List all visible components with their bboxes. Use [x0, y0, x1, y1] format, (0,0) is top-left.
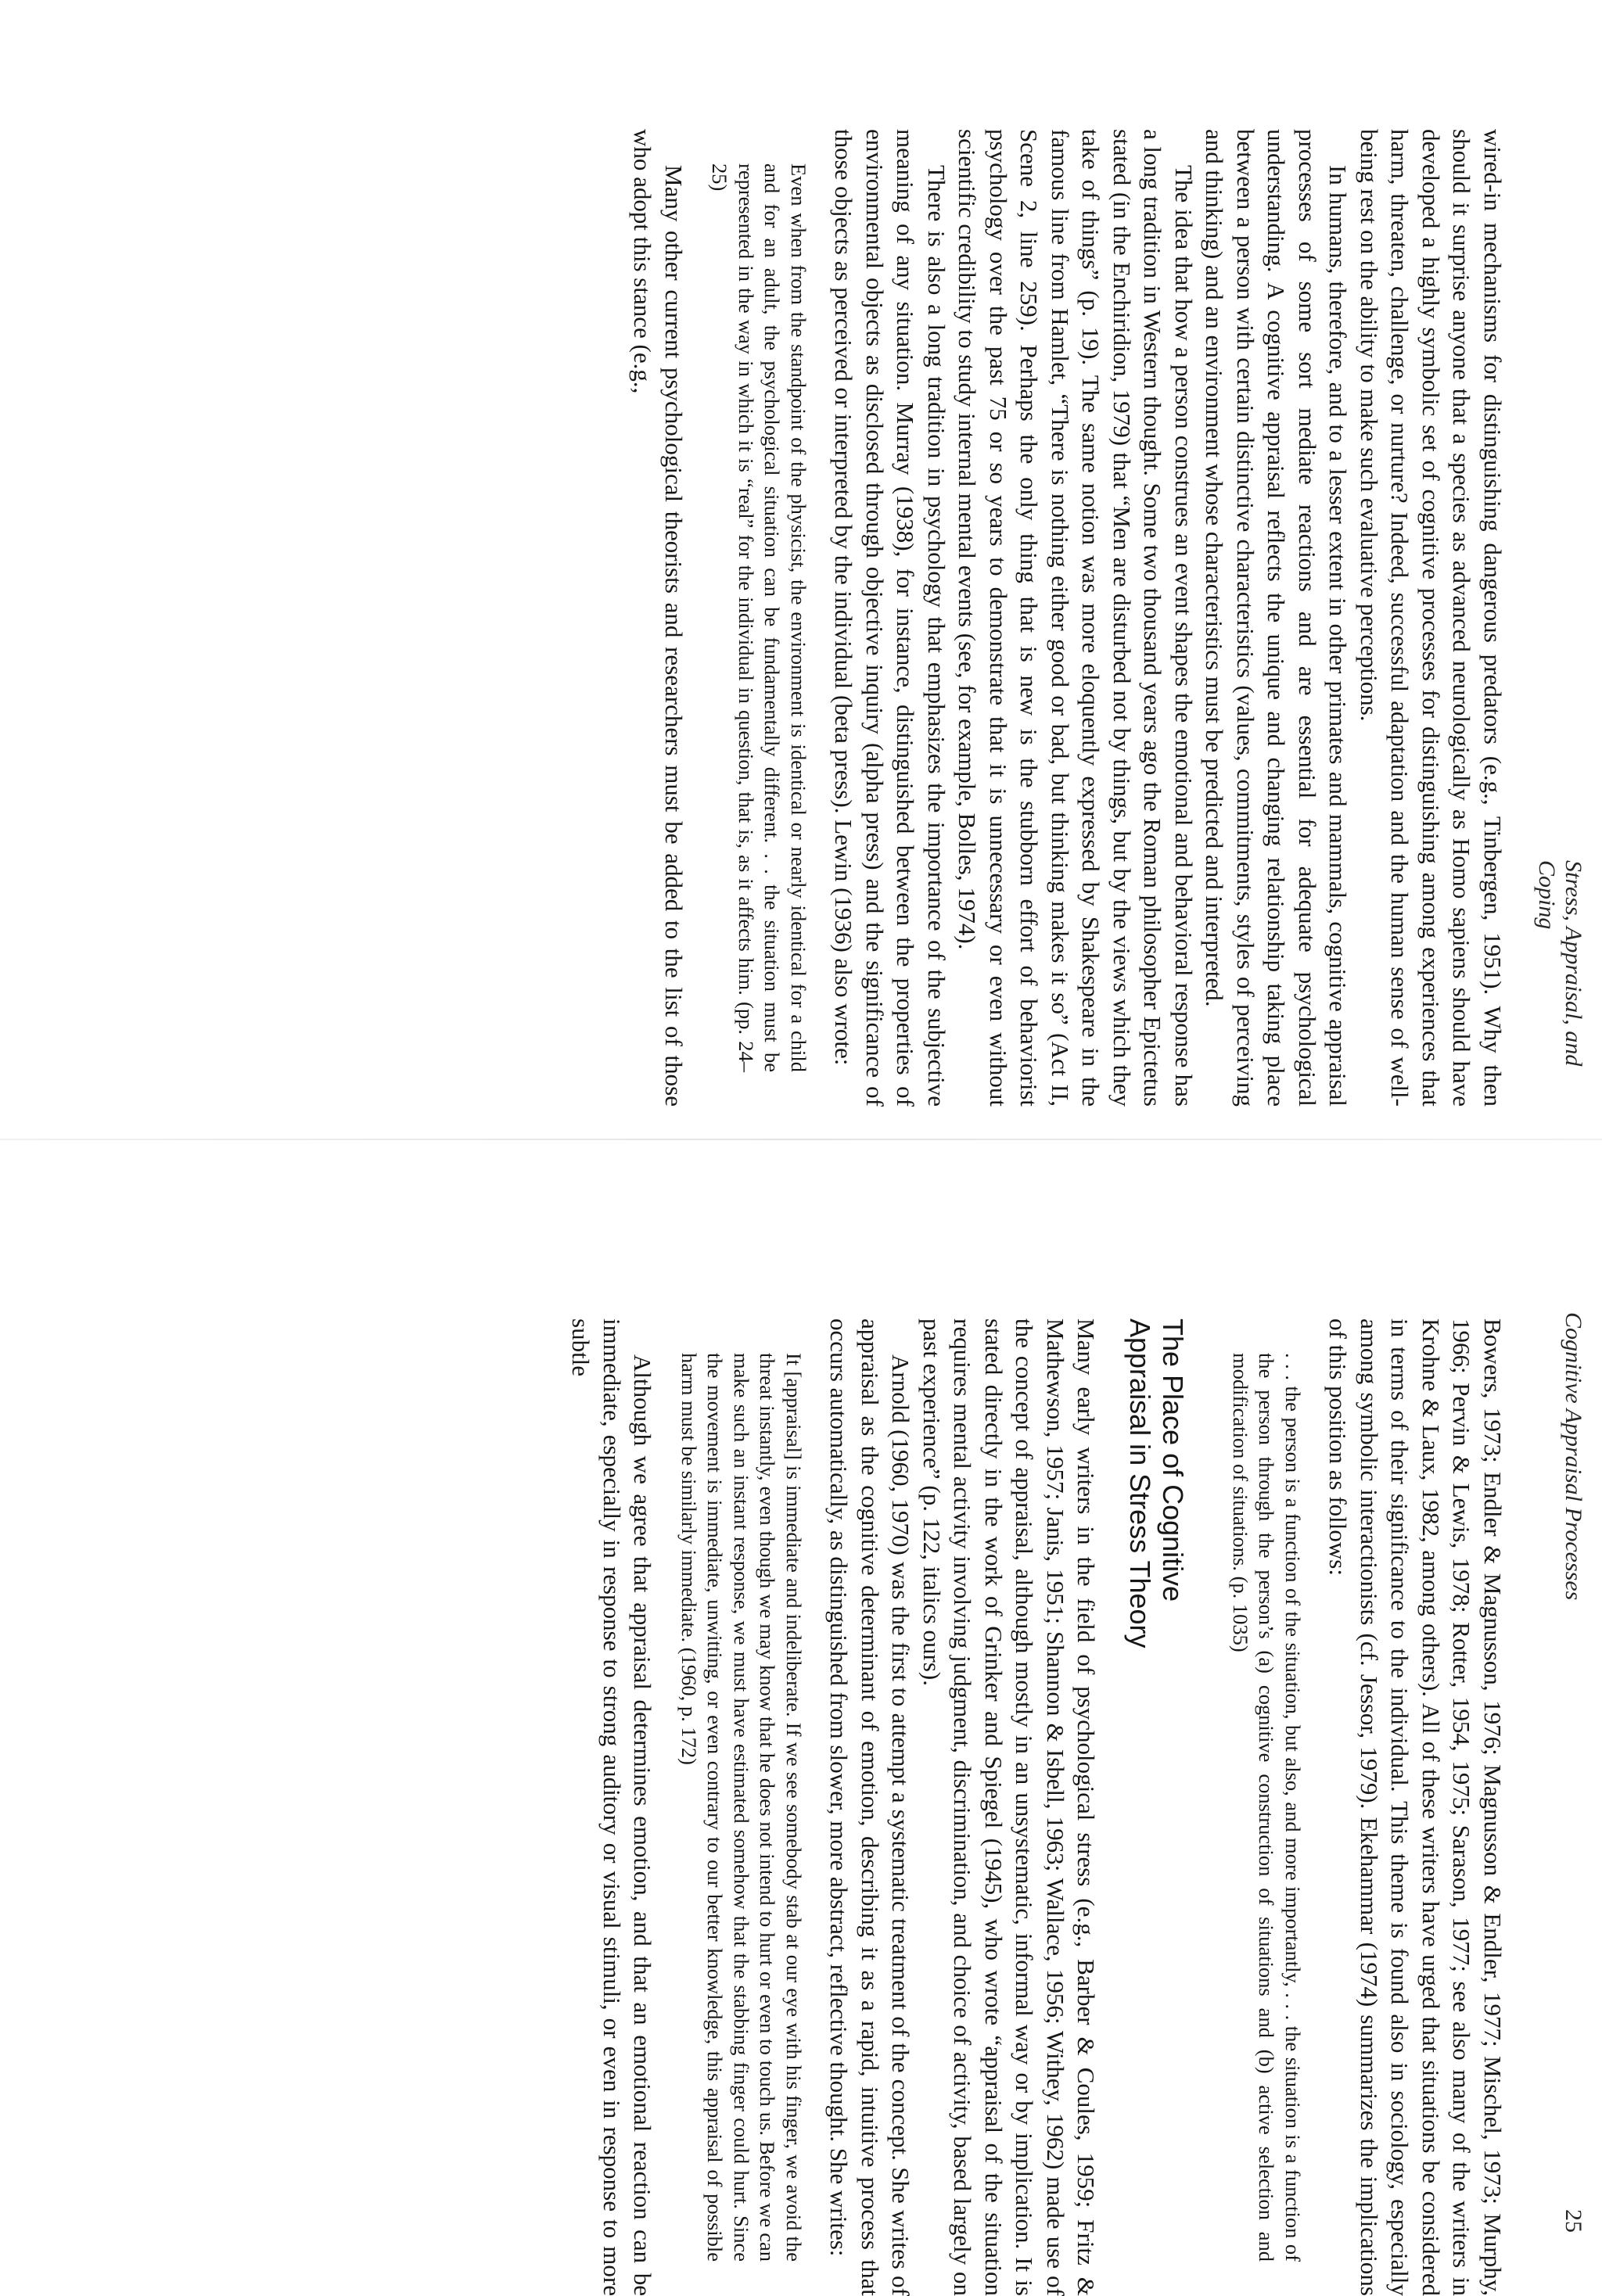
section-heading-line: Appraisal in Stress Theory [1124, 1318, 1157, 1648]
running-head-left: Stress, Appraisal, and Coping [1534, 860, 1586, 1067]
paragraph: In humans, therefore, and to a lesser extent in other primates and mammals, cognitive appraisal processes of some sort mediate reactions and are essential for adequate psychological understanding. A cognitive appraisal reflects the unique and changing relationship taking place between a person with certain distinctive characteristics (values, commitments, styles of perceiving and thinking) and an environment whose characteristics must be predicted and interpreted. [1201, 129, 1352, 1107]
section-heading [1124, 1318, 1190, 2296]
paragraph: Arnold (1960, 1970) was the first to attempt a systematic treatment of the concept. She writes of appraisal as the cognitive determinant of emotion, describing it as a rapid, intuitive process that occurs automatically, as distinguished from slower, more abstract, reflective thought. She writes: [825, 1318, 915, 2296]
right-page [0, 1140, 1602, 2296]
left-page [0, 0, 1602, 1139]
paragraph: The idea that how a person construes an event shapes the emotional and behavioral response has a long tradition in Western thought. Some two thousand years ago the Roman philosopher Epictetus stated (in the Enchiridion, 1979) that “Men are disturbed not by things, but by the views which they take of things” (p. 19). The same notion was more eloquently expressed by Shakespeare in the famous line from Hamlet, “There is nothing either good or bad, but thinking makes it so” (Act II, Scene 2, line 259). Perhaps the only thing that is new is the stubborn effort of behaviorist psychology over the past 75 or so years to demonstrate that it is unnecessary or even without scientific credibility to study internal mental events (see, for example, Bolles, 1974). [954, 129, 1198, 1107]
left-page-body [627, 129, 1508, 1107]
running-head-right: Cognitive Appraisal Processes [1561, 1312, 1586, 1601]
block-quote-lewin: Even when from the standpoint of the physicist, the environment is identical or nearly identical for a child and for an adult, the psychological situation can be fundamentally different. . . the situation must be represented in the way in which it is “real” for the individual in question, that is, as it affects him. (pp. 24–25) [708, 163, 810, 1072]
page-number: 25 [1561, 2209, 1586, 2233]
block-quote-ekehammar: . . . the person is a function of the situation, but also, and more importantly, . . . the situation is a function of the person through the person’s (a) cognitive construction of situations and (b) active selection and modification of situations. (p. 1035) [1229, 1353, 1305, 2262]
paragraph: Although we agree that appraisal determines emotion, and that an emotional reaction can be immediate, especially in response to strong auditory or visual stimuli, or even in response to more subtle [567, 1318, 657, 2296]
paragraph: Many early writers in the field of psychological stress (e.g., Barber & Coules, 1959; Fritz & Mathewson, 1957; Janis, 1951; Shannon & Isbell, 1963; Wallace, 1956; Withey, 1962) made use of the concept of appraisal, although mostly in an unsystematic, informal way or by implication. It is stated directly in the work of Grinker and Spiegel (1945), who wrote “appraisal of the situation requires mental activity involving judgment, discrimination, and choice of activity, based largely on past experience” (p. 122, italics ours). [918, 1318, 1101, 2296]
paragraph: There is also a long tradition in psychology that emphasizes the importance of the subjective meaning of any situation. Murray (1938), for instance, distinguished between the properties of environmental objects as disclosed through objective inquiry (alpha press) and the significance of those objects as perceived or interpreted by the individual (beta press). Lewin (1936) also wrote: [830, 129, 950, 1107]
paragraph: Many other current psychological theorists and researchers must be added to the list of those who adopt this stance (e.g., [629, 129, 688, 1107]
paragraph: wired-in mechanisms for distinguishing dangerous predators (e.g., Tinbergen, 1951). Why then should it surprise anyone that a species as advanced neurologically as Homo sapiens should have developed a highly symbolic set of cognitive processes for distinguishing among experiences that harm, threaten, challenge, or nurture? Indeed, successful adaptation and the human sense of well-being rest on the ability to make such evaluative perceptions. [1356, 129, 1507, 1107]
right-page-body [566, 1318, 1508, 2296]
section-heading-line: The Place of Cognitive [1157, 1318, 1190, 1602]
block-quote-arnold: It [appraisal] is immediate and indeliberate. If we see somebody stab at our eye with his finger, we avoid the threat instantly, even though we may know that he does not intend to hurt or even to touch us. Before we can make such an instant response, we must have estimated somehow that the stabbing finger could hurt. Since the movement is immediate, unwitting, or even contrary to our better knowledge, this appraisal of possible harm must be similarly immediate. (1960, p. 172) [677, 1353, 806, 2262]
paragraph: Bowers, 1973; Endler & Magnusson, 1976; Magnusson & Endler, 1977; Mischel, 1973; Murphy, 1966; Pervin & Lewis, 1978; Rotter, 1954, 1975; Sarason, 1977; see also many of the writers in Krohne & Laux, 1982, among others). All of these writers have urged that situations be considered in terms of their significance to the individual. This theme is found also in sociology, especially among symbolic interactionists (cf. Jessor, 1979). Ekehammar (1974) summarizes the implications of this position as follows: [1324, 1318, 1507, 2296]
